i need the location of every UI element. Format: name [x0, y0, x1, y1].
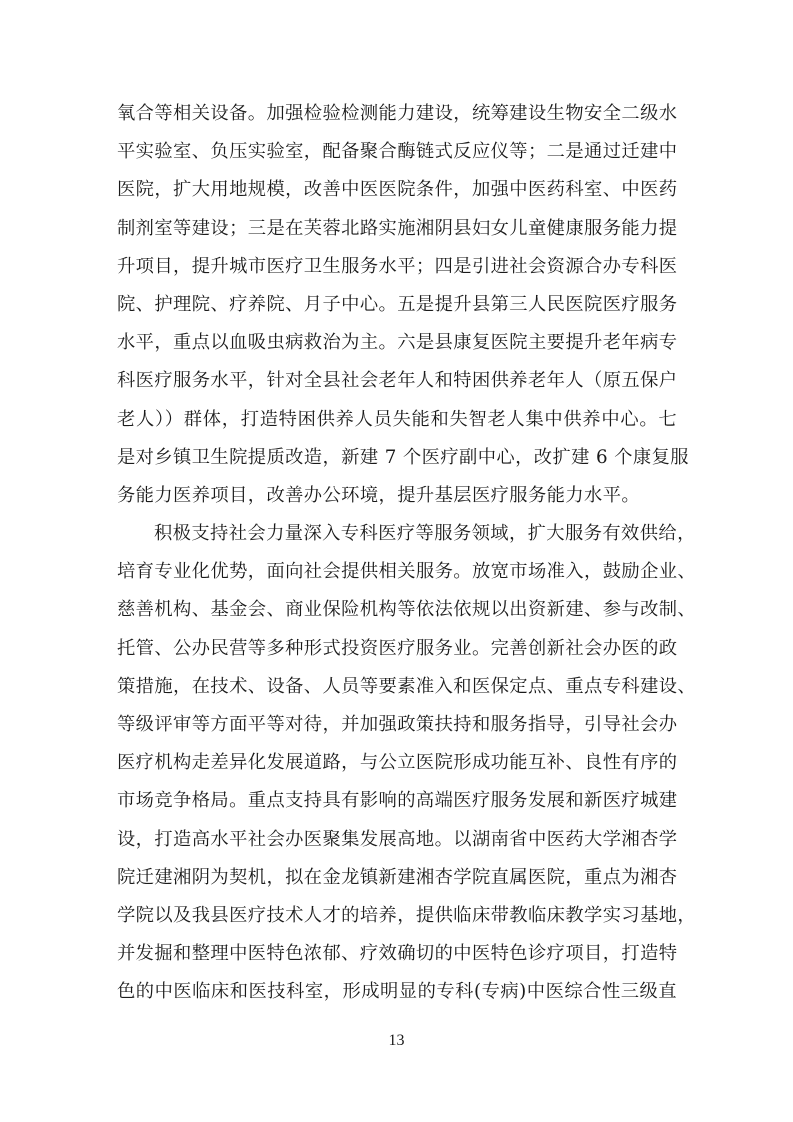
text-line: 水平，重点以血吸虫病救治为主。六是县康复医院主要提升老年病专	[117, 332, 678, 354]
page-number: 13	[388, 1032, 405, 1049]
text-line: 院迁建湘阴为契机，拟在金龙镇新建湘杏学院直属医院，重点为湘杏	[117, 866, 678, 888]
body-text	[117, 95, 697, 1012]
text-line: 培育专业化优势，面向社会提供相关服务。放宽市场准入，鼓励企业、	[117, 561, 697, 583]
text-line: 积极支持社会力量深入专科医疗等服务领域，扩大服务有效供给，	[154, 523, 696, 545]
text-line: 托管、公办民营等多种形式投资医疗服务业。完善创新社会办医的政	[117, 637, 678, 659]
text-line: 策措施，在技术、设备、人员等要素准入和医保定点、重点专科建设、	[117, 675, 697, 697]
text-line: 市场竞争格局。重点支持具有影响的高端医疗服务发展和新医疗城建	[117, 790, 678, 812]
text-line: 色的中医临床和医技科室，形成明显的专科(专病)中医综合性三级直	[117, 981, 677, 1003]
paragraph-2	[117, 515, 697, 1011]
text-line: 务能力医养项目，改善办公环境，提升基层医疗服务能力水平。	[117, 484, 641, 506]
text-line: 学院以及我县医疗技术人才的培养，提供临床带教临床教学实习基地，	[117, 904, 697, 926]
text-line: 院、护理院、疗养院、月子中心。五是提升县第三人民医院医疗服务	[117, 293, 678, 315]
text-line: 氧合等相关设备。加强检验检测能力建设，统筹建设生物安全二级水	[117, 103, 678, 124]
text-line: 慈善机构、基金会、商业保险机构等依法依规以出资新建、参与改制、	[117, 599, 697, 621]
text-line: 医疗机构走差异化发展道路，与公立医院形成功能互补、良性有序的	[117, 752, 678, 774]
text-line: 老人））群体，打造特困供养人员失能和失智老人集中供养中心。七	[117, 408, 677, 430]
text-line: 升项目，提升城市医疗卫生服务水平；四是引进社会资源合办专科医	[117, 255, 678, 277]
text-line: 医院，扩大用地规模，改善中医医院条件，加强中医药科室、中医药	[117, 179, 678, 201]
text-line: 制剂室等建设；三是在芙蓉北路实施湘阴县妇女儿童健康服务能力提	[117, 217, 678, 239]
text-line: 平实验室、负压实验室，配备聚合酶链式反应仪等；二是通过迁建中	[117, 141, 678, 163]
text-line: 科医疗服务水平，针对全县社会老年人和特困供养老年人（原五保户	[117, 370, 678, 392]
paragraph-1	[117, 95, 689, 515]
text-line: 是对乡镇卫生院提质改造，新建 7 个医疗副中心，改扩建 6 个康复服	[117, 446, 689, 468]
text-line: 设，打造高水平社会办医聚集发展高地。以湖南省中医药大学湘杏学	[117, 828, 678, 850]
text-line: 等级评审等方面平等对待，并加强政策扶持和服务指导，引导社会办	[117, 714, 678, 735]
text-line: 并发掘和整理中医特色浓郁、疗效确切的中医特色诊疗项目，打造特	[117, 943, 678, 965]
